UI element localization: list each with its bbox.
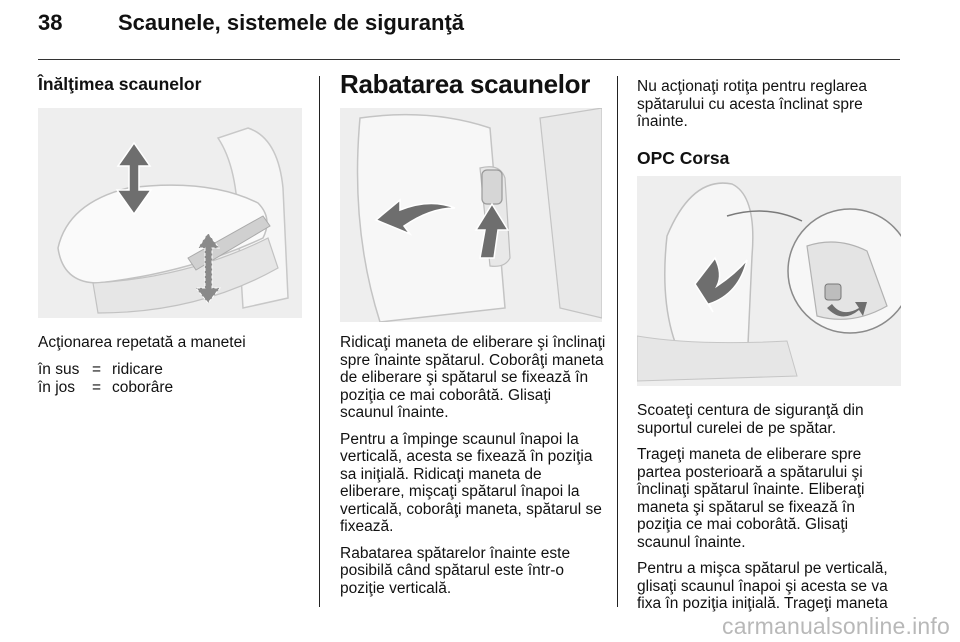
header-rule bbox=[38, 59, 900, 60]
definition-value: ridicare bbox=[112, 360, 163, 378]
section-heading-seat-folding: Rabatarea scaunelor bbox=[340, 69, 591, 99]
seat-folding-paragraph-2: Pentru a împinge scaunul înapoi la verticală, acesta se fixează în poziţia sa iniţială. Ridicaţi maneta de eliberare, mişcaţi spătarul înapoi la verticală, coborâţi maneta, spătarul se fixează. bbox=[340, 430, 602, 535]
seat-folding-paragraph-3: Rabatarea spătarelor înainte este posibilă când spătarul este într-o poziţie verticală. bbox=[340, 544, 571, 597]
seat-folding-paragraph-1: Ridicaţi maneta de eliberare şi înclinaţi spre înainte spătarul. Coborâţi maneta de eliberare şi spătarul se fixează în poziţia ce mai coborâtă. Glisaţi scaunul înainte. bbox=[340, 334, 606, 421]
definition-equals: = bbox=[92, 360, 102, 378]
seat-height-illustration bbox=[38, 108, 302, 318]
seat-height-caption: Acţionarea repetată a manetei bbox=[38, 334, 246, 351]
column-2-text bbox=[340, 334, 606, 606]
opc-paragraph-3: Pentru a mişca spătarul pe verticală, glisaţi scaunul înapoi şi acesta se va fixa în poziţia iniţială. Trageţi maneta bbox=[637, 560, 888, 612]
column-3-text-bottom bbox=[637, 402, 903, 622]
definition-term: în jos bbox=[38, 378, 76, 396]
definition-row bbox=[38, 361, 173, 379]
page-number: 38 bbox=[38, 10, 63, 35]
definition-row bbox=[38, 379, 173, 397]
warning-paragraph: Nu acţionaţi rotiţa pentru reglarea spătarului cu acesta înclinat spre înainte. bbox=[637, 78, 868, 130]
section-heading-seat-height: Înălţimea scaunelor bbox=[38, 74, 202, 94]
opc-paragraph-1: Scoateţi centura de siguranţă din suportul curelei de pe spătar. bbox=[637, 402, 864, 437]
column-divider-2 bbox=[617, 76, 618, 607]
page-title: Scaunele, sistemele de siguranţă bbox=[118, 10, 465, 35]
definition-list bbox=[38, 361, 173, 397]
seat-folding-illustration bbox=[340, 108, 602, 322]
definition-term: în sus bbox=[38, 360, 80, 378]
definition-value: coborâre bbox=[112, 378, 174, 396]
definition-equals: = bbox=[92, 378, 102, 396]
section-heading-opc-corsa: OPC Corsa bbox=[637, 147, 730, 168]
column-1 bbox=[38, 76, 308, 94]
column-divider-1 bbox=[319, 76, 320, 607]
column-2-heading bbox=[340, 69, 610, 99]
watermark: carmanualsonline.info bbox=[722, 613, 950, 639]
opc-paragraph-2: Trageţi maneta de eliberare spre partea posterioară a spătarului şi înclinaţi spătarul înainte. Eliberaţi maneta şi spătarul se fixează în poziţia ce mai coborâtă. Glisaţi scaunul înainte. bbox=[637, 446, 865, 551]
opc-corsa-seat-illustration bbox=[637, 176, 901, 386]
column-3-text-top bbox=[637, 78, 901, 167]
column-1-text bbox=[38, 334, 308, 397]
